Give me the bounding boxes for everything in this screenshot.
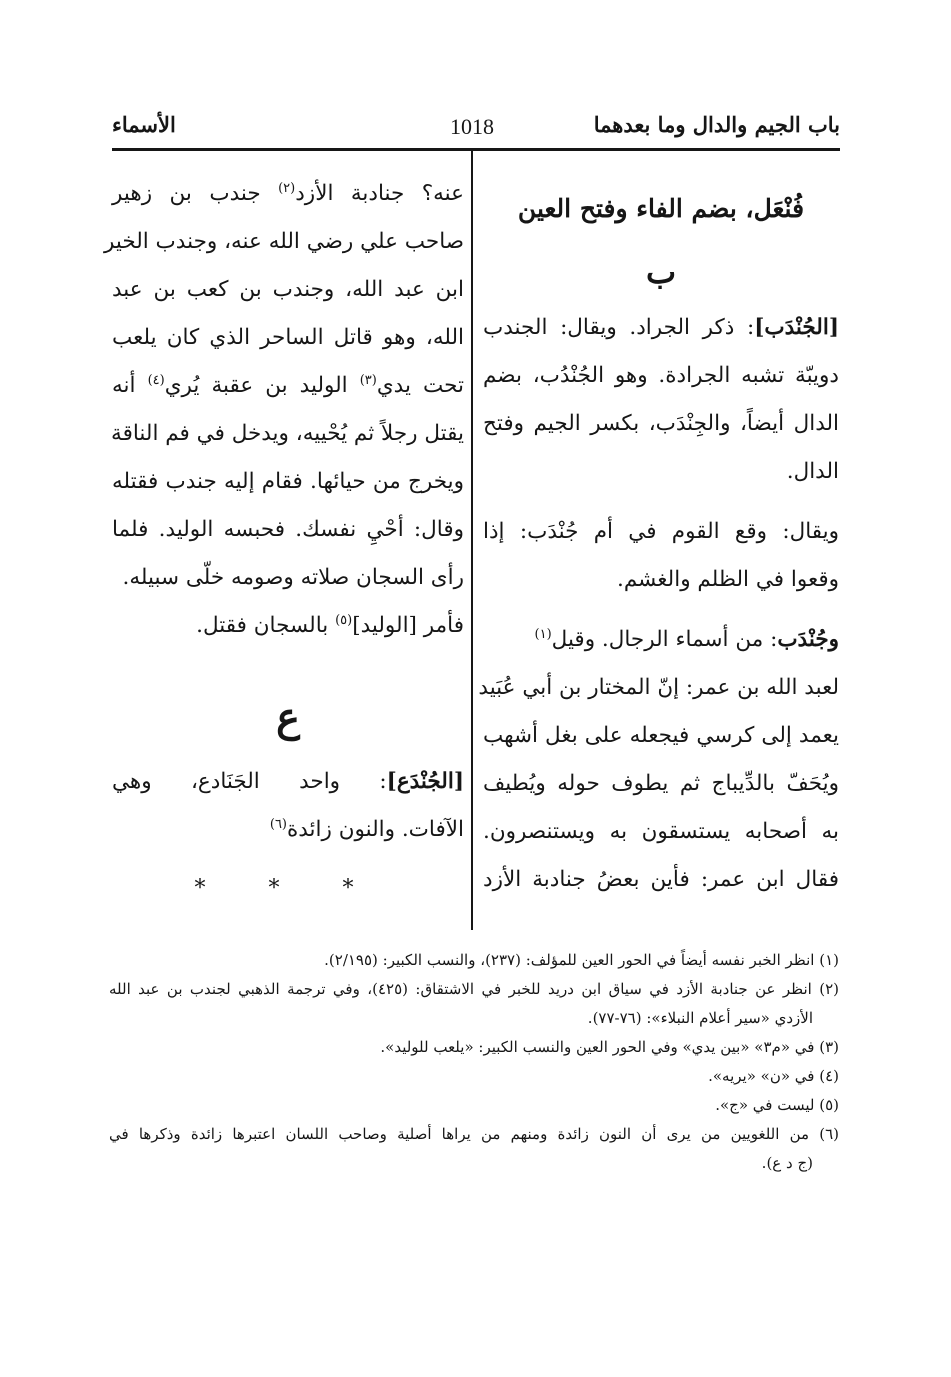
footnote-mark: (٤) xyxy=(147,372,165,388)
footnote: (٣) في «م٣» «بين يدي» وفي الحور العين والنسب الكبير: «يلعب للوليد». xyxy=(380,1038,839,1056)
entry-line: يعمد إلى كرسي فيجعله على بغل أشهب xyxy=(483,723,839,748)
entry-line: الآفات. والنون زائدة$^{(٦)}$ xyxy=(269,816,464,842)
footnote-mark: (٢) xyxy=(278,180,296,196)
entry-line: صاحب علي رضي الله عنه، وجندب الخير xyxy=(103,229,464,254)
footnote: (٤) في «ن» «يريه». xyxy=(708,1067,839,1085)
entry-line: عنه؟ جنادبة الأزد$^{(٢)}$ جندب بن زهير xyxy=(112,180,465,206)
entry-line xyxy=(483,304,839,352)
chapter-title: باب الجيم والدال وما بعدهما xyxy=(593,112,840,137)
section-end-stars: * * * xyxy=(194,876,382,901)
entry-line: به أصحابه يستسقون به ويستنصرون. xyxy=(483,819,839,844)
entry-line: رأى السجان صلاته وصومه خلّى سبيله. xyxy=(122,565,464,590)
letter-heading-ba: ب xyxy=(645,253,677,291)
entry-line: الدال. xyxy=(786,459,839,484)
headword: [الجُنْدَب] xyxy=(754,315,839,340)
page-header xyxy=(112,112,840,148)
footnote: (٢) انظر عن جنادبة الأزد في سياق ابن دريد للخبر في الاشتقاق: (٤٢٥)، وفي ترجمة الذهبي لجندب بن عبد الله xyxy=(109,980,840,998)
entry-line: يقتل رجلاً ثم يُحْييه، ويدخل في فم الناقة xyxy=(111,421,464,446)
footnote: (١) انظر الخبر نفسه أيضاً في الحور العين للمؤلف: (٢٣٧)، والنسب الكبير: (٢/١٩٥). xyxy=(324,951,839,969)
letter-heading-ain: ع xyxy=(276,694,300,741)
footnote-mark: (١) xyxy=(534,626,552,642)
entry-line: ابن عبد الله، وجندب بن كعب بن عبد xyxy=(112,277,464,302)
entry-line: ويقال: وقع القوم في أم جُنْدَب: إذا xyxy=(483,519,839,544)
entry-text: : من أسماء الرجال. وقيل xyxy=(551,627,778,652)
column-divider xyxy=(471,150,473,930)
footnote: (٥) ليست في «ج». xyxy=(715,1096,839,1114)
header-rule xyxy=(112,148,840,151)
footnotes xyxy=(109,946,839,1178)
entry-line xyxy=(483,616,839,664)
footnote-mark: (٥) xyxy=(335,612,353,628)
entry-text: : واحد الجَنَادع، وهي xyxy=(112,769,387,794)
entry-line: لعبد الله بن عمر: إنّ المختار بن أبي عُبَيد xyxy=(478,675,839,700)
entry-line: دويبّة تشبه الجرادة. وهو الجُنْدُب، بضم xyxy=(483,363,839,388)
footnote-mark: (٣) xyxy=(359,372,377,388)
entry-line: فأمر [الوليد]$^{(٥)}$ بالسجان فقتل. xyxy=(196,612,464,638)
section-title: الأسماء xyxy=(112,112,176,137)
entry-line: الله، وهو قاتل الساحر الذي كان يلعب xyxy=(112,325,464,350)
footnote-continuation: (ج د ع). xyxy=(761,1154,813,1172)
entry-line: فقال ابن عمر: فأين بعضُ جنادبة الأزد xyxy=(483,867,839,892)
footnote-mark: (٦) xyxy=(269,816,287,832)
headword: [الجُنْدَع] xyxy=(386,769,464,794)
entry-line: ويُحَفّ بالدِّيباج ثم يطوف حوله ويُطيف xyxy=(483,771,839,796)
right-column xyxy=(478,170,839,904)
pattern-heading: فُنْعَل، بضم الفاء وفتح العين xyxy=(517,194,805,223)
left-column xyxy=(103,170,465,916)
headword: وجُنْدَب xyxy=(777,627,839,652)
entry-text: : ذكر الجراد. ويقال: الجندب xyxy=(483,315,755,340)
entry-line: وقال: أحْيِ نفسك. فحبسه الوليد. فلما xyxy=(112,517,464,542)
entry-line: وقعوا في الظلم والغشم. xyxy=(616,567,839,592)
footnote-continuation: الأزدي «سير أعلام النبلاء»: (٧٦-٧٧). xyxy=(587,1009,813,1027)
footnote: (٦) من اللغويين من يرى أن النون زائدة ومنهم من يراها أصلية وصاحب اللسان اعتبرها زائدة وذكرها في xyxy=(109,1125,839,1143)
page-number: 1018 xyxy=(450,114,494,139)
entry-line: الدال أيضاً، والجِنْدَب، بكسر الجيم وفتح xyxy=(483,411,839,436)
entry-line: تحت يدي$^{(٣)}$ الوليد بن عقبة يُري$^{(٤)}$ أنه xyxy=(112,372,464,398)
entry-line: ويخرج من حيائها. فقام إليه جندب فقتله xyxy=(112,469,464,494)
entry-line xyxy=(112,758,464,806)
